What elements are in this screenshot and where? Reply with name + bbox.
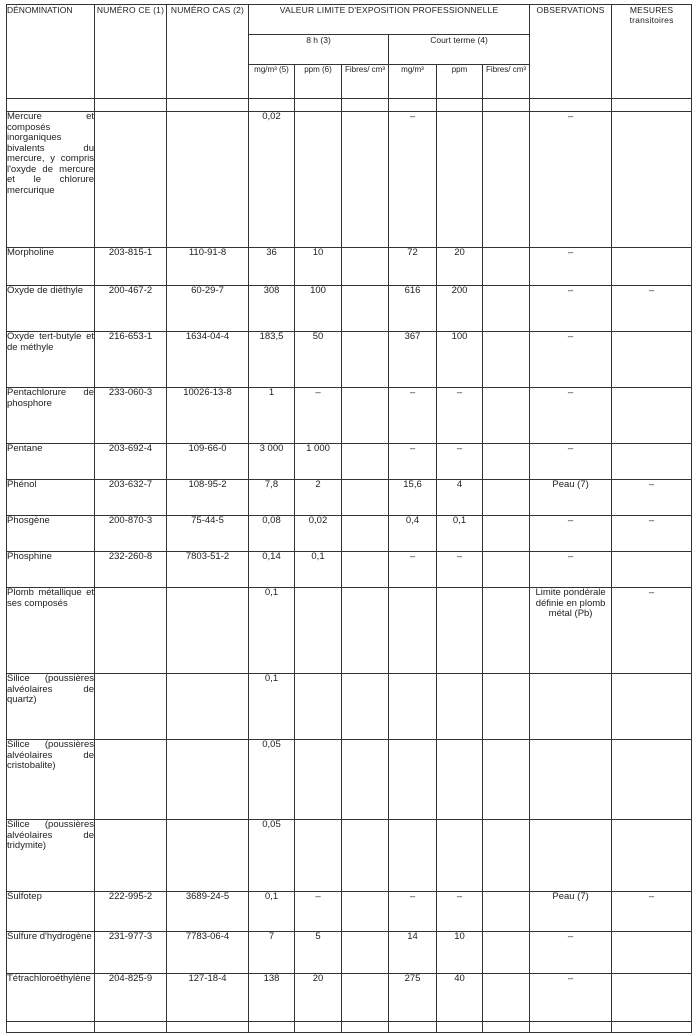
cell-ppm-court-terme: –: [437, 444, 483, 480]
cell-numero-ce: 233-060-3: [95, 388, 167, 444]
cell-fibres-8h: [342, 892, 389, 932]
cell-mg-8h: 0,1: [249, 892, 295, 932]
cell-observations: [530, 820, 612, 892]
cell-numero-cas: [167, 674, 249, 740]
exposure-limits-table: [6, 4, 692, 1033]
cell-denomination: Pentane: [7, 444, 95, 480]
header-mesures: MESURES transitoires: [612, 5, 692, 99]
cell-fibres-8h: [342, 674, 389, 740]
cell-numero-ce: 203-815-1: [95, 248, 167, 286]
cell-ppm-court-terme: 10: [437, 932, 483, 974]
cell-numero-ce: 200-870-3: [95, 516, 167, 552]
cell-mg-8h: 0,08: [249, 516, 295, 552]
table-row: [7, 674, 692, 740]
cell-ppm-court-terme: –: [437, 892, 483, 932]
cell-observations: –: [530, 932, 612, 974]
cell-ppm-8h: 1 000: [295, 444, 342, 480]
cell-ppm-8h: 10: [295, 248, 342, 286]
cell-observations: –: [530, 388, 612, 444]
cell-ppm-8h: [295, 588, 342, 674]
cell-mg-8h: 0,05: [249, 820, 295, 892]
cell-numero-cas: 3689-24-5: [167, 892, 249, 932]
cell-observations: –: [530, 248, 612, 286]
cell-fibres-8h: [342, 444, 389, 480]
cell-fibres-8h: [342, 552, 389, 588]
cell-numero-ce: 203-692-4: [95, 444, 167, 480]
header-unit-fibres-ct: Fibres/ cm³: [483, 65, 530, 99]
table-row: [7, 112, 692, 248]
cell-mesures: [612, 974, 692, 1022]
cell-fibres-court-terme: [483, 444, 530, 480]
cell-mesures: –: [612, 516, 692, 552]
cell-ppm-court-terme: –: [437, 552, 483, 588]
cell-denomination: Oxyde tert-butyle et de méthyle: [7, 332, 95, 388]
cell-mg-8h: 0,14: [249, 552, 295, 588]
cell-mg-court-terme: 0,4: [389, 516, 437, 552]
cell-ppm-court-terme: 0,1: [437, 516, 483, 552]
cell-fibres-court-terme: [483, 820, 530, 892]
header-unit-ppm-8h: ppm (6): [295, 65, 342, 99]
cell-numero-ce: 204-825-9: [95, 974, 167, 1022]
cell-ppm-court-terme: 40: [437, 974, 483, 1022]
cell-mesures: [612, 674, 692, 740]
cell-mesures: –: [612, 480, 692, 516]
cell-mesures: [612, 248, 692, 286]
table-row: [7, 974, 692, 1022]
cell-mesures: [612, 552, 692, 588]
cell-numero-cas: 127-18-4: [167, 974, 249, 1022]
header-unit-mg-ct: mg/m³: [389, 65, 437, 99]
spacer-row: [7, 99, 692, 112]
cell-mg-8h: 0,1: [249, 674, 295, 740]
cell-denomination: Phénol: [7, 480, 95, 516]
cell-observations: Peau (7): [530, 892, 612, 932]
cell-ppm-8h: 0,1: [295, 552, 342, 588]
cell-fibres-court-terme: [483, 516, 530, 552]
header-numero-cas: NUMÉRO CAS (2): [167, 5, 249, 99]
cell-ppm-court-terme: 100: [437, 332, 483, 388]
cell-fibres-court-terme: [483, 286, 530, 332]
cell-numero-ce: [95, 674, 167, 740]
cell-ppm-8h: [295, 674, 342, 740]
header-denomination: DÉNOMINATION: [7, 5, 95, 99]
table-row: [7, 820, 692, 892]
cell-fibres-8h: [342, 332, 389, 388]
cell-observations: –: [530, 332, 612, 388]
cell-mesures: –: [612, 588, 692, 674]
table-row: [7, 552, 692, 588]
cell-numero-cas: [167, 112, 249, 248]
cell-fibres-8h: [342, 480, 389, 516]
cell-mg-court-terme: [389, 674, 437, 740]
header-valeur-limite: VALEUR LIMITE D'EXPOSITION PROFESSIONNELLE: [249, 5, 530, 35]
cell-ppm-8h: 50: [295, 332, 342, 388]
cell-mg-court-terme: –: [389, 444, 437, 480]
cell-mg-court-terme: 616: [389, 286, 437, 332]
cell-fibres-8h: [342, 740, 389, 820]
cell-ppm-court-terme: 200: [437, 286, 483, 332]
cell-mg-8h: 36: [249, 248, 295, 286]
cell-mg-8h: 308: [249, 286, 295, 332]
cell-numero-cas: 109-66-0: [167, 444, 249, 480]
cell-mesures: [612, 740, 692, 820]
cell-ppm-8h: [295, 112, 342, 248]
cell-mg-8h: 0,1: [249, 588, 295, 674]
cell-denomination: Tétrachloroéthylène: [7, 974, 95, 1022]
cell-mg-court-terme: 275: [389, 974, 437, 1022]
cell-ppm-court-terme: 4: [437, 480, 483, 516]
cell-mesures: [612, 820, 692, 892]
cell-numero-ce: [95, 740, 167, 820]
cell-mg-8h: 138: [249, 974, 295, 1022]
cell-mg-court-terme: 72: [389, 248, 437, 286]
cell-numero-cas: 10026-13-8: [167, 388, 249, 444]
cell-numero-cas: 7783-06-4: [167, 932, 249, 974]
cell-mg-8h: 0,02: [249, 112, 295, 248]
cell-mesures: –: [612, 286, 692, 332]
table-body: [7, 99, 692, 1033]
cell-mesures: [612, 332, 692, 388]
cell-observations: –: [530, 516, 612, 552]
cell-mg-court-terme: –: [389, 112, 437, 248]
cell-observations: –: [530, 974, 612, 1022]
cell-fibres-court-terme: [483, 248, 530, 286]
cell-denomination: Phosphine: [7, 552, 95, 588]
cell-numero-ce: 232-260-8: [95, 552, 167, 588]
cell-mesures: [612, 932, 692, 974]
cell-mg-court-terme: –: [389, 388, 437, 444]
cell-denomination: Silice (poussières alvéolaires de cristobalite): [7, 740, 95, 820]
table-row: [7, 286, 692, 332]
cell-numero-ce: 222-995-2: [95, 892, 167, 932]
cell-fibres-court-terme: [483, 974, 530, 1022]
cell-mg-court-terme: 14: [389, 932, 437, 974]
cell-fibres-court-terme: [483, 892, 530, 932]
cell-observations: –: [530, 112, 612, 248]
cell-denomination: Plomb métallique et ses composés: [7, 588, 95, 674]
cell-numero-ce: 231-977-3: [95, 932, 167, 974]
header-observations: OBSERVATIONS: [530, 5, 612, 99]
cell-fibres-8h: [342, 388, 389, 444]
cell-fibres-8h: [342, 248, 389, 286]
cell-mg-8h: 7: [249, 932, 295, 974]
cell-ppm-court-terme: [437, 820, 483, 892]
cell-observations: Limite pondérale définie en plomb métal (Pb): [530, 588, 612, 674]
table-row: [7, 388, 692, 444]
cell-mesures: [612, 112, 692, 248]
cell-fibres-court-terme: [483, 674, 530, 740]
table-row: [7, 248, 692, 286]
cell-mg-court-terme: [389, 588, 437, 674]
header-unit-ppm-ct: ppm: [437, 65, 483, 99]
cell-ppm-court-terme: [437, 588, 483, 674]
cell-fibres-court-terme: [483, 552, 530, 588]
cell-mg-8h: 7,8: [249, 480, 295, 516]
cell-ppm-8h: 0,02: [295, 516, 342, 552]
cell-mg-court-terme: –: [389, 892, 437, 932]
cell-fibres-8h: [342, 588, 389, 674]
cell-numero-ce: [95, 588, 167, 674]
cell-ppm-8h: 100: [295, 286, 342, 332]
cell-observations: [530, 740, 612, 820]
cell-fibres-8h: [342, 112, 389, 248]
cell-ppm-8h: 2: [295, 480, 342, 516]
cell-ppm-court-terme: [437, 112, 483, 248]
cell-denomination: Silice (poussières alvéolaires de tridymite): [7, 820, 95, 892]
header-unit-fibres-8h: Fibres/ cm³: [342, 65, 389, 99]
cell-mg-court-terme: [389, 740, 437, 820]
cell-fibres-court-terme: [483, 388, 530, 444]
cell-ppm-8h: [295, 740, 342, 820]
cell-ppm-8h: –: [295, 892, 342, 932]
cell-observations: Peau (7): [530, 480, 612, 516]
cell-fibres-8h: [342, 286, 389, 332]
cell-numero-ce: [95, 820, 167, 892]
cell-ppm-8h: [295, 820, 342, 892]
cell-mg-8h: 0,05: [249, 740, 295, 820]
cell-fibres-8h: [342, 974, 389, 1022]
cell-ppm-court-terme: [437, 674, 483, 740]
table-row: [7, 740, 692, 820]
cell-mg-8h: 1: [249, 388, 295, 444]
cell-fibres-court-terme: [483, 932, 530, 974]
cell-numero-cas: 60-29-7: [167, 286, 249, 332]
table-row: [7, 588, 692, 674]
cell-numero-cas: 1634-04-4: [167, 332, 249, 388]
cell-numero-cas: [167, 588, 249, 674]
cell-mg-court-terme: [389, 820, 437, 892]
cell-denomination: Silice (poussières alvéolaires de quartz): [7, 674, 95, 740]
cell-fibres-8h: [342, 820, 389, 892]
cell-fibres-court-terme: [483, 740, 530, 820]
cell-observations: –: [530, 286, 612, 332]
cell-mg-court-terme: 15,6: [389, 480, 437, 516]
table-row: [7, 516, 692, 552]
table-row: [7, 444, 692, 480]
cell-numero-cas: 7803-51-2: [167, 552, 249, 588]
cell-fibres-court-terme: [483, 332, 530, 388]
cell-fibres-8h: [342, 516, 389, 552]
cell-numero-ce: [95, 112, 167, 248]
header-period-court-terme: Court terme (4): [389, 35, 530, 65]
cell-mesures: [612, 444, 692, 480]
cell-fibres-8h: [342, 932, 389, 974]
cell-mesures: [612, 388, 692, 444]
cell-fibres-court-terme: [483, 480, 530, 516]
header-period-8h: 8 h (3): [249, 35, 389, 65]
cell-mg-court-terme: 367: [389, 332, 437, 388]
cell-numero-ce: 203-632-7: [95, 480, 167, 516]
header-numero-ce: NUMÉRO CE (1): [95, 5, 167, 99]
cell-ppm-court-terme: 20: [437, 248, 483, 286]
cell-denomination: Pentachlorure de phosphore: [7, 388, 95, 444]
cell-numero-cas: [167, 820, 249, 892]
cell-denomination: Morpholine: [7, 248, 95, 286]
tail-row: [7, 1022, 692, 1033]
cell-ppm-8h: 5: [295, 932, 342, 974]
cell-mg-8h: 3 000: [249, 444, 295, 480]
cell-ppm-8h: –: [295, 388, 342, 444]
cell-observations: –: [530, 552, 612, 588]
table-row: [7, 892, 692, 932]
table-row: [7, 932, 692, 974]
cell-denomination: Sulfotep: [7, 892, 95, 932]
cell-ppm-8h: 20: [295, 974, 342, 1022]
cell-ppm-court-terme: [437, 740, 483, 820]
cell-ppm-court-terme: –: [437, 388, 483, 444]
cell-mg-8h: 183,5: [249, 332, 295, 388]
cell-numero-cas: 110-91-8: [167, 248, 249, 286]
cell-observations: [530, 674, 612, 740]
cell-numero-cas: [167, 740, 249, 820]
table-row: [7, 480, 692, 516]
header-unit-mg-8h: mg/m³ (5): [249, 65, 295, 99]
cell-mesures: –: [612, 892, 692, 932]
cell-denomination: Phosgène: [7, 516, 95, 552]
cell-denomination: Sulfure d'hydrogène: [7, 932, 95, 974]
cell-numero-ce: 216-653-1: [95, 332, 167, 388]
cell-fibres-court-terme: [483, 588, 530, 674]
cell-fibres-court-terme: [483, 112, 530, 248]
cell-numero-cas: 108-95-2: [167, 480, 249, 516]
cell-observations: –: [530, 444, 612, 480]
cell-denomination: Oxyde de diéthyle: [7, 286, 95, 332]
cell-numero-ce: 200-467-2: [95, 286, 167, 332]
cell-denomination: Mercure et composés inorganiques bivalents du mercure, y compris l'oxyde de mercure et le chlorure mercurique: [7, 112, 95, 248]
table-row: [7, 332, 692, 388]
cell-numero-cas: 75-44-5: [167, 516, 249, 552]
cell-mg-court-terme: –: [389, 552, 437, 588]
